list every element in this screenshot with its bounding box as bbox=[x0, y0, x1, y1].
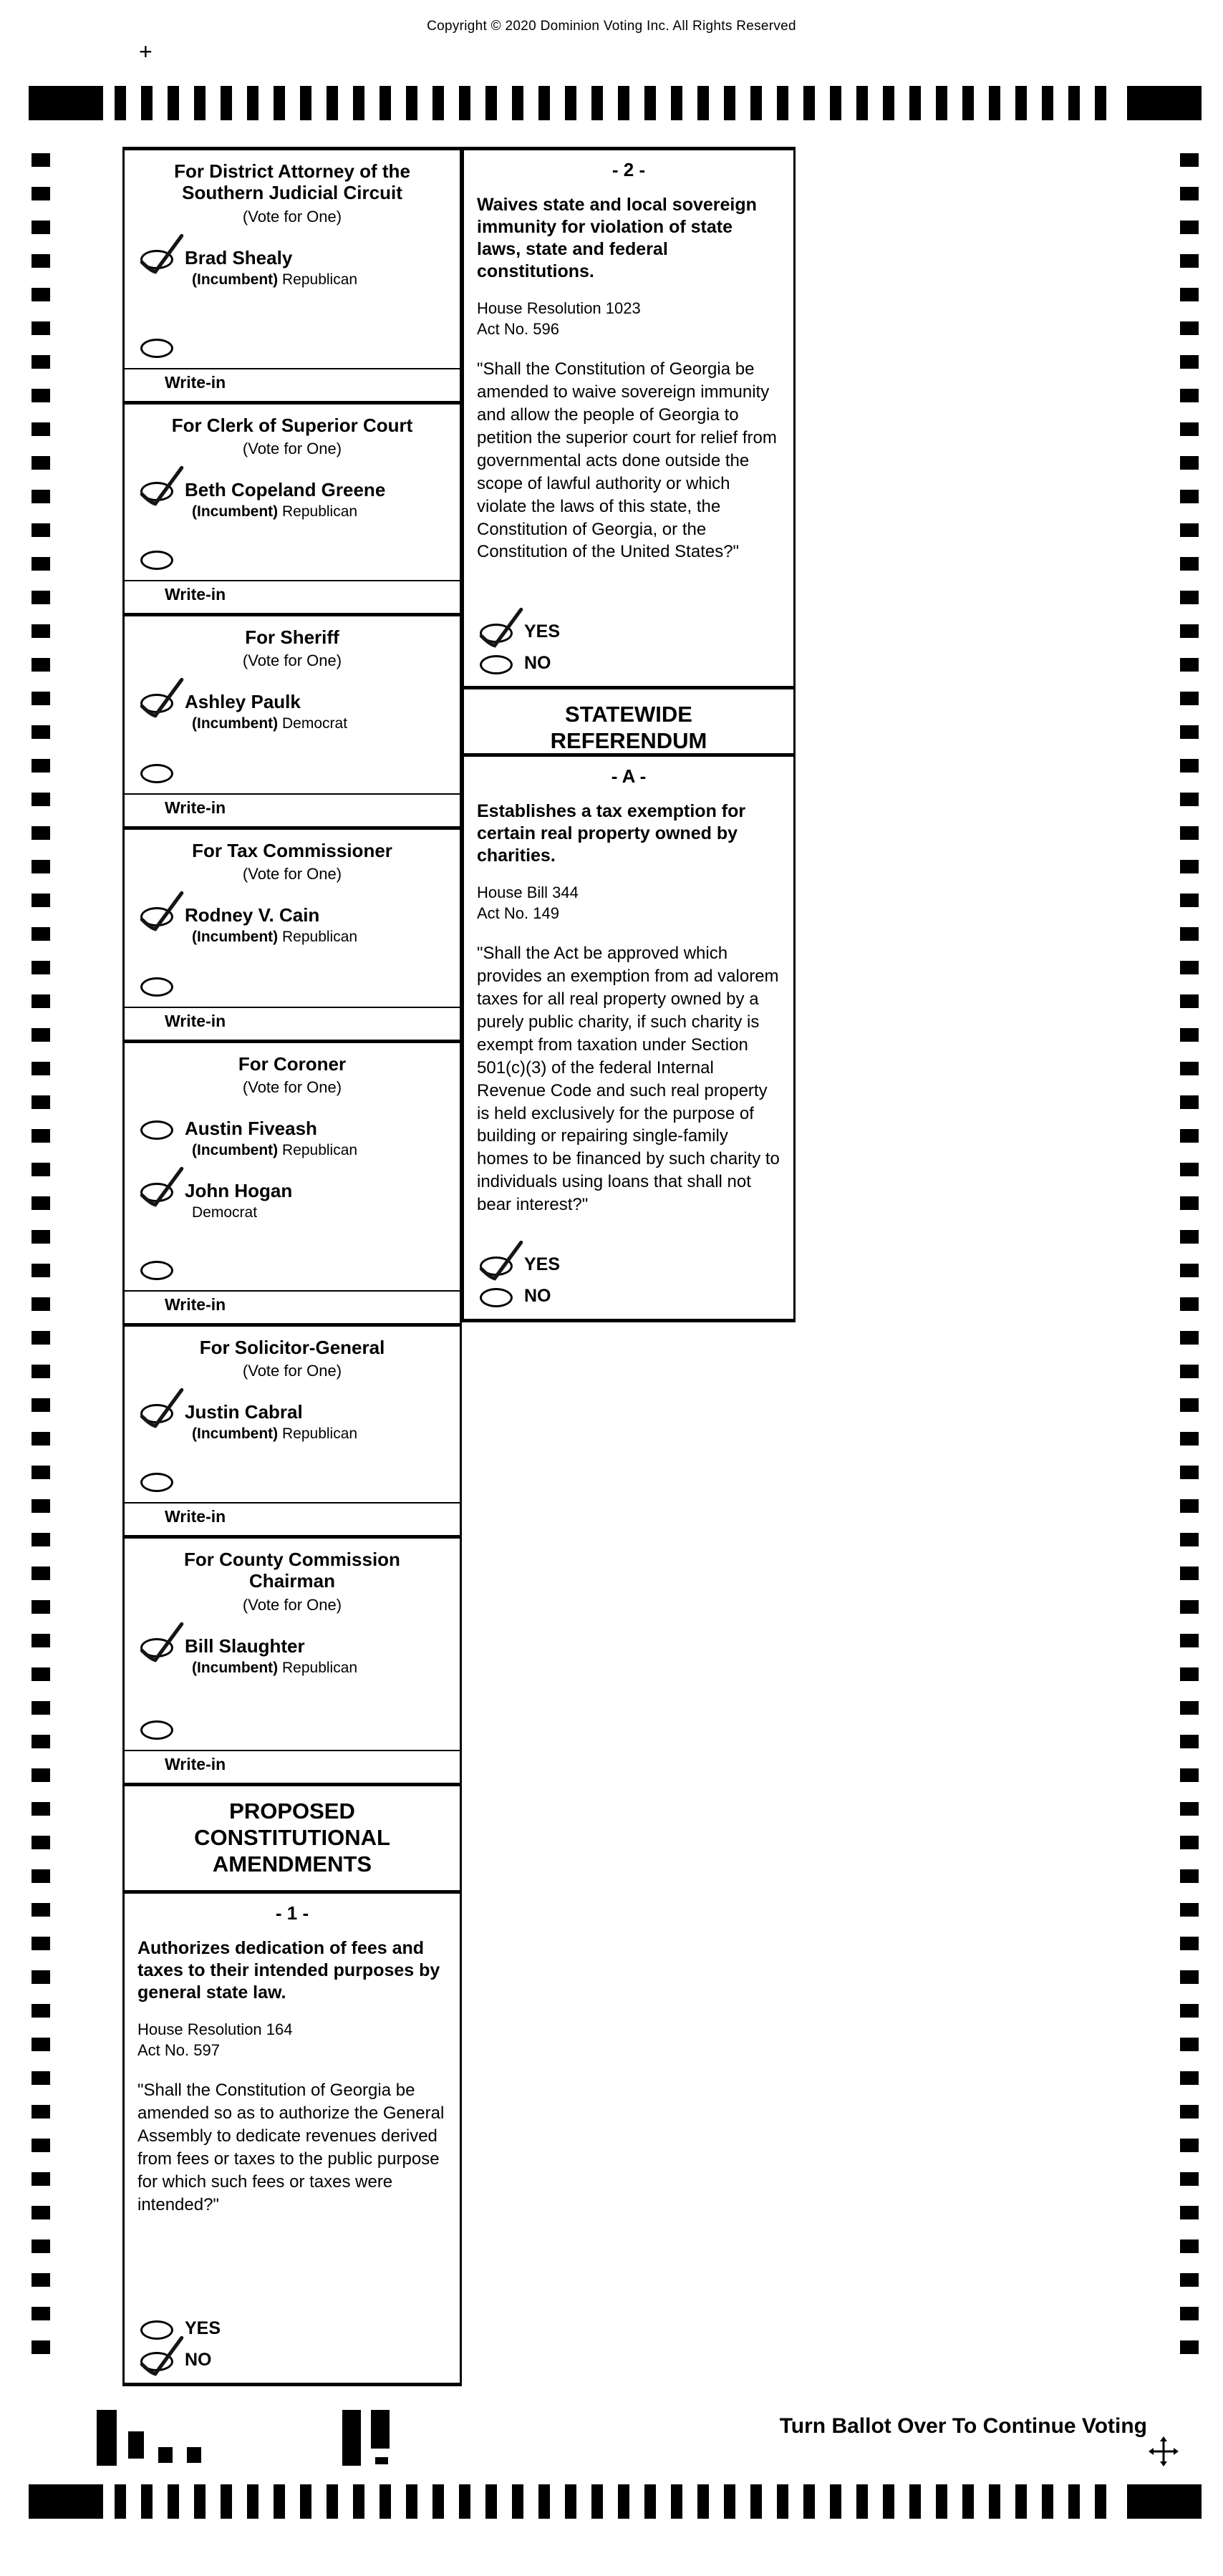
oval-shape bbox=[140, 1720, 173, 1740]
candidate-detail bbox=[192, 715, 347, 732]
write-in-oval[interactable] bbox=[140, 339, 173, 358]
contest-box-county-commission-chairman bbox=[125, 1535, 460, 1783]
candidate-oval[interactable] bbox=[140, 1638, 173, 1657]
candidate-detail bbox=[192, 271, 357, 289]
contest-title: For Sheriff bbox=[245, 626, 339, 648]
candidate-detail bbox=[192, 1660, 357, 1677]
selection-mark-icon bbox=[133, 1384, 189, 1431]
write-in-oval[interactable] bbox=[140, 1720, 173, 1740]
incumbent-label: (Incumbent) bbox=[192, 715, 279, 732]
selection-mark-icon bbox=[133, 2332, 189, 2379]
measure-ref-line1: House Resolution 1023 bbox=[477, 299, 641, 317]
oval-shape bbox=[480, 1288, 513, 1307]
no-row bbox=[464, 653, 793, 674]
vote-for-instruction: (Vote for One) bbox=[242, 1362, 342, 1380]
candidate-row bbox=[125, 1181, 460, 1221]
write-in-label: Write-in bbox=[125, 1007, 460, 1040]
candidate-name: Justin Cabral bbox=[185, 1401, 303, 1423]
registration-plus-mark: + bbox=[139, 39, 153, 64]
measure-references bbox=[464, 883, 793, 924]
candidate-name: John Hogan bbox=[185, 1180, 293, 1202]
measure-question: "Shall the Act be approved which provides an exemption from ad valorem taxes for all real property owned by a purely public charity, if such charity is exempt from taxation under Section 501(c)(3) of the federal Internal Revenue Code and such real property is held exclusively for the purpose of building or repairing single-family homes to be financed by such charity to individuals using loans that shall not bear interest?" bbox=[477, 944, 780, 1215]
turn-over-instruction: Turn Ballot Over To Continue Voting bbox=[779, 2414, 1147, 2438]
write-in-oval-row bbox=[125, 336, 460, 368]
vote-for-instruction: (Vote for One) bbox=[242, 440, 342, 458]
write-in-oval[interactable] bbox=[140, 551, 173, 570]
candidate-row bbox=[125, 1636, 460, 1677]
selection-mark-icon bbox=[133, 1163, 189, 1210]
incumbent-label: (Incumbent) bbox=[192, 929, 279, 946]
timing-block-icon bbox=[29, 86, 103, 120]
contest-box-clerk-superior-court bbox=[125, 401, 460, 613]
oval-shape bbox=[140, 1261, 173, 1280]
contest-title: For Tax Commissioner bbox=[192, 840, 392, 861]
candidate-row bbox=[125, 480, 460, 520]
write-in-label: Write-in bbox=[125, 1290, 460, 1323]
candidate-oval[interactable] bbox=[140, 907, 173, 926]
write-in-oval-row bbox=[125, 975, 460, 1007]
selection-mark-icon bbox=[133, 462, 189, 509]
barcode-mark bbox=[342, 2410, 361, 2466]
yes-label: YES bbox=[524, 621, 561, 641]
candidate-detail bbox=[192, 1204, 292, 1221]
measure-choices bbox=[464, 611, 793, 686]
candidate-row bbox=[125, 692, 460, 732]
vote-for-instruction: (Vote for One) bbox=[242, 1078, 342, 1097]
candidate-oval[interactable] bbox=[140, 1120, 173, 1140]
vote-for-instruction: (Vote for One) bbox=[242, 1595, 342, 1614]
candidate-detail bbox=[192, 1425, 357, 1443]
incumbent-label: (Incumbent) bbox=[192, 1659, 279, 1676]
barcode-mark bbox=[97, 2410, 117, 2466]
write-in-oval[interactable] bbox=[140, 977, 173, 997]
write-in-label: Write-in bbox=[125, 1750, 460, 1783]
measure-number: - 1 - bbox=[275, 1902, 309, 1924]
measure-ref-line1: House Bill 344 bbox=[477, 883, 579, 901]
candidate-oval[interactable] bbox=[140, 694, 173, 713]
candidate-row bbox=[125, 1118, 460, 1159]
timing-bars-icon bbox=[115, 2484, 1116, 2519]
no-oval[interactable] bbox=[480, 1288, 513, 1307]
selection-mark-icon bbox=[133, 674, 189, 721]
candidate-name: Beth Copeland Greene bbox=[185, 479, 386, 501]
candidate-party: Republican bbox=[282, 1659, 358, 1676]
crosshair-icon bbox=[1148, 2436, 1179, 2467]
write-in-label: Write-in bbox=[125, 580, 460, 613]
measure-ref-line2: Act No. 597 bbox=[137, 2040, 220, 2059]
measure-references bbox=[125, 2020, 460, 2061]
contest-box-solicitor-general bbox=[125, 1323, 460, 1535]
write-in-oval-row bbox=[125, 762, 460, 793]
oval-shape bbox=[140, 1473, 173, 1492]
oval-shape bbox=[480, 655, 513, 674]
candidate-row bbox=[125, 1402, 460, 1443]
candidate-detail bbox=[192, 1142, 357, 1159]
candidate-oval[interactable] bbox=[140, 482, 173, 501]
candidate-name: Austin Fiveash bbox=[185, 1118, 317, 1140]
oval-shape bbox=[140, 977, 173, 997]
candidate-row bbox=[125, 248, 460, 289]
selection-mark-icon bbox=[133, 230, 189, 277]
amendments-header-box bbox=[125, 1783, 460, 1890]
write-in-label: Write-in bbox=[125, 1502, 460, 1535]
measure-question: "Shall the Constitution of Georgia be amended to waive sovereign immunity and allow the people of Georgia to petition the superior court for relief from governmental acts done outside the scope of lawful authority or which violate the laws of this state, the Constitution of Georgia, or the Constitution of the United States?" bbox=[477, 359, 777, 562]
timing-block-icon bbox=[1127, 2484, 1202, 2519]
incumbent-label: (Incumbent) bbox=[192, 1425, 279, 1443]
selection-mark-icon bbox=[473, 1236, 528, 1284]
measure-summary: Waives state and local sovereign immunity for violation of state laws, state and federal constitutions. bbox=[477, 195, 757, 281]
write-in-label: Write-in bbox=[125, 368, 460, 401]
copyright-text: Copyright © 2020 Dominion Voting Inc. All Rights Reserved bbox=[427, 19, 796, 34]
measure-box-amendment-1 bbox=[125, 1890, 460, 2383]
oval-shape bbox=[140, 339, 173, 358]
contest-box-tax-commissioner bbox=[125, 826, 460, 1040]
contest-box-sheriff bbox=[125, 613, 460, 826]
candidate-detail bbox=[192, 503, 385, 520]
measure-choices bbox=[464, 1244, 793, 1319]
candidate-party: Republican bbox=[282, 503, 358, 520]
timing-mark-column-left bbox=[32, 153, 50, 2374]
timing-mark-row-top bbox=[29, 86, 1202, 120]
candidate-party: Republican bbox=[282, 1425, 358, 1443]
selection-mark-icon bbox=[133, 1618, 189, 1665]
measure-summary: Authorizes dedication of fees and taxes to their intended purposes by general state law. bbox=[137, 1938, 440, 2003]
measure-references bbox=[464, 299, 793, 339]
candidate-party: Republican bbox=[282, 1142, 358, 1159]
candidate-name: Rodney V. Cain bbox=[185, 904, 320, 926]
write-in-oval-row bbox=[125, 1259, 460, 1290]
oval-shape bbox=[140, 551, 173, 570]
incumbent-label: (Incumbent) bbox=[192, 271, 279, 288]
vote-for-instruction: (Vote for One) bbox=[242, 207, 342, 226]
candidate-party: Republican bbox=[282, 929, 358, 946]
candidate-name: Brad Shealy bbox=[185, 246, 293, 268]
measure-summary: Establishes a tax exemption for certain real property owned by charities. bbox=[477, 801, 746, 866]
no-label: NO bbox=[185, 2350, 212, 2370]
write-in-oval[interactable] bbox=[140, 1261, 173, 1280]
measure-question: "Shall the Constitution of Georgia be amended so as to authorize the General Assembly to dedicate revenues derived from fees or taxes to the public purpose for which such fees or taxes were intended?" bbox=[137, 2081, 445, 2214]
write-in-label: Write-in bbox=[125, 793, 460, 826]
timing-mark-row-bottom bbox=[29, 2484, 1202, 2519]
measure-choices bbox=[125, 2308, 460, 2383]
write-in-oval-row bbox=[125, 548, 460, 580]
write-in-oval-row bbox=[125, 1718, 460, 1750]
write-in-oval[interactable] bbox=[140, 1473, 173, 1492]
incumbent-label: (Incumbent) bbox=[192, 1142, 279, 1159]
timing-block-icon bbox=[1127, 86, 1202, 120]
barcode-mark bbox=[375, 2457, 388, 2464]
no-oval[interactable] bbox=[140, 2352, 173, 2371]
timing-block-icon bbox=[29, 2484, 103, 2519]
candidate-oval[interactable] bbox=[140, 1183, 173, 1202]
referendum-header: STATEWIDE REFERENDUM bbox=[550, 702, 707, 753]
candidate-detail bbox=[192, 929, 357, 946]
barcode-mark bbox=[128, 2431, 144, 2459]
candidate-oval[interactable] bbox=[140, 250, 173, 269]
measure-box-amendment-2 bbox=[464, 150, 793, 686]
oval-shape bbox=[140, 1120, 173, 1140]
no-row bbox=[464, 1286, 793, 1307]
candidate-party: Democrat bbox=[282, 715, 348, 732]
contest-title: For District Attorney of the Southern Judicial Circuit bbox=[174, 160, 410, 204]
write-in-oval-row bbox=[125, 1471, 460, 1502]
yes-row bbox=[464, 1254, 793, 1276]
yes-label: YES bbox=[524, 1254, 561, 1274]
candidate-party: Democrat bbox=[192, 1204, 258, 1221]
candidate-oval[interactable] bbox=[140, 1404, 173, 1423]
amendments-header: PROPOSED CONSTITUTIONAL AMENDMENTS bbox=[194, 1798, 390, 1877]
measure-number: - A - bbox=[611, 765, 647, 787]
contest-title: For Solicitor-General bbox=[199, 1337, 385, 1358]
barcode-mark bbox=[371, 2410, 390, 2449]
yes-oval[interactable] bbox=[480, 1256, 513, 1276]
measure-ref-line2: Act No. 149 bbox=[477, 904, 559, 922]
barcode-mark bbox=[158, 2447, 173, 2463]
no-label: NO bbox=[524, 1286, 551, 1306]
contest-title: For Coroner bbox=[238, 1053, 347, 1075]
no-oval[interactable] bbox=[480, 655, 513, 674]
candidate-name: Ashley Paulk bbox=[185, 691, 301, 713]
yes-label: YES bbox=[185, 2318, 221, 2338]
candidate-row bbox=[125, 905, 460, 946]
vote-for-instruction: (Vote for One) bbox=[242, 652, 342, 670]
candidate-party: Republican bbox=[282, 271, 358, 288]
incumbent-label: (Incumbent) bbox=[192, 503, 279, 520]
yes-row bbox=[464, 621, 793, 643]
ballot-column-left bbox=[122, 147, 462, 2386]
selection-mark-icon bbox=[473, 604, 528, 651]
selection-mark-icon bbox=[133, 887, 189, 934]
measure-ref-line2: Act No. 596 bbox=[477, 319, 559, 338]
measure-box-referendum-a bbox=[464, 753, 793, 1319]
timing-mark-column-right bbox=[1180, 153, 1199, 2374]
vote-for-instruction: (Vote for One) bbox=[242, 865, 342, 883]
oval-shape bbox=[140, 764, 173, 783]
timing-bars-icon bbox=[115, 86, 1116, 120]
referendum-header-box bbox=[464, 686, 793, 753]
no-row bbox=[125, 2350, 460, 2371]
no-label: NO bbox=[524, 653, 551, 673]
contest-title: For County Commission Chairman bbox=[184, 1549, 400, 1592]
measure-number: - 2 - bbox=[612, 159, 646, 180]
measure-ref-line1: House Resolution 164 bbox=[137, 2020, 293, 2038]
contest-box-coroner bbox=[125, 1040, 460, 1323]
barcode-mark bbox=[187, 2447, 201, 2463]
contest-title: For Clerk of Superior Court bbox=[171, 415, 413, 436]
ballot-column-right bbox=[462, 147, 796, 1322]
yes-oval[interactable] bbox=[480, 624, 513, 643]
write-in-oval[interactable] bbox=[140, 764, 173, 783]
contest-box-district-attorney bbox=[125, 150, 460, 401]
candidate-name: Bill Slaughter bbox=[185, 1635, 305, 1657]
